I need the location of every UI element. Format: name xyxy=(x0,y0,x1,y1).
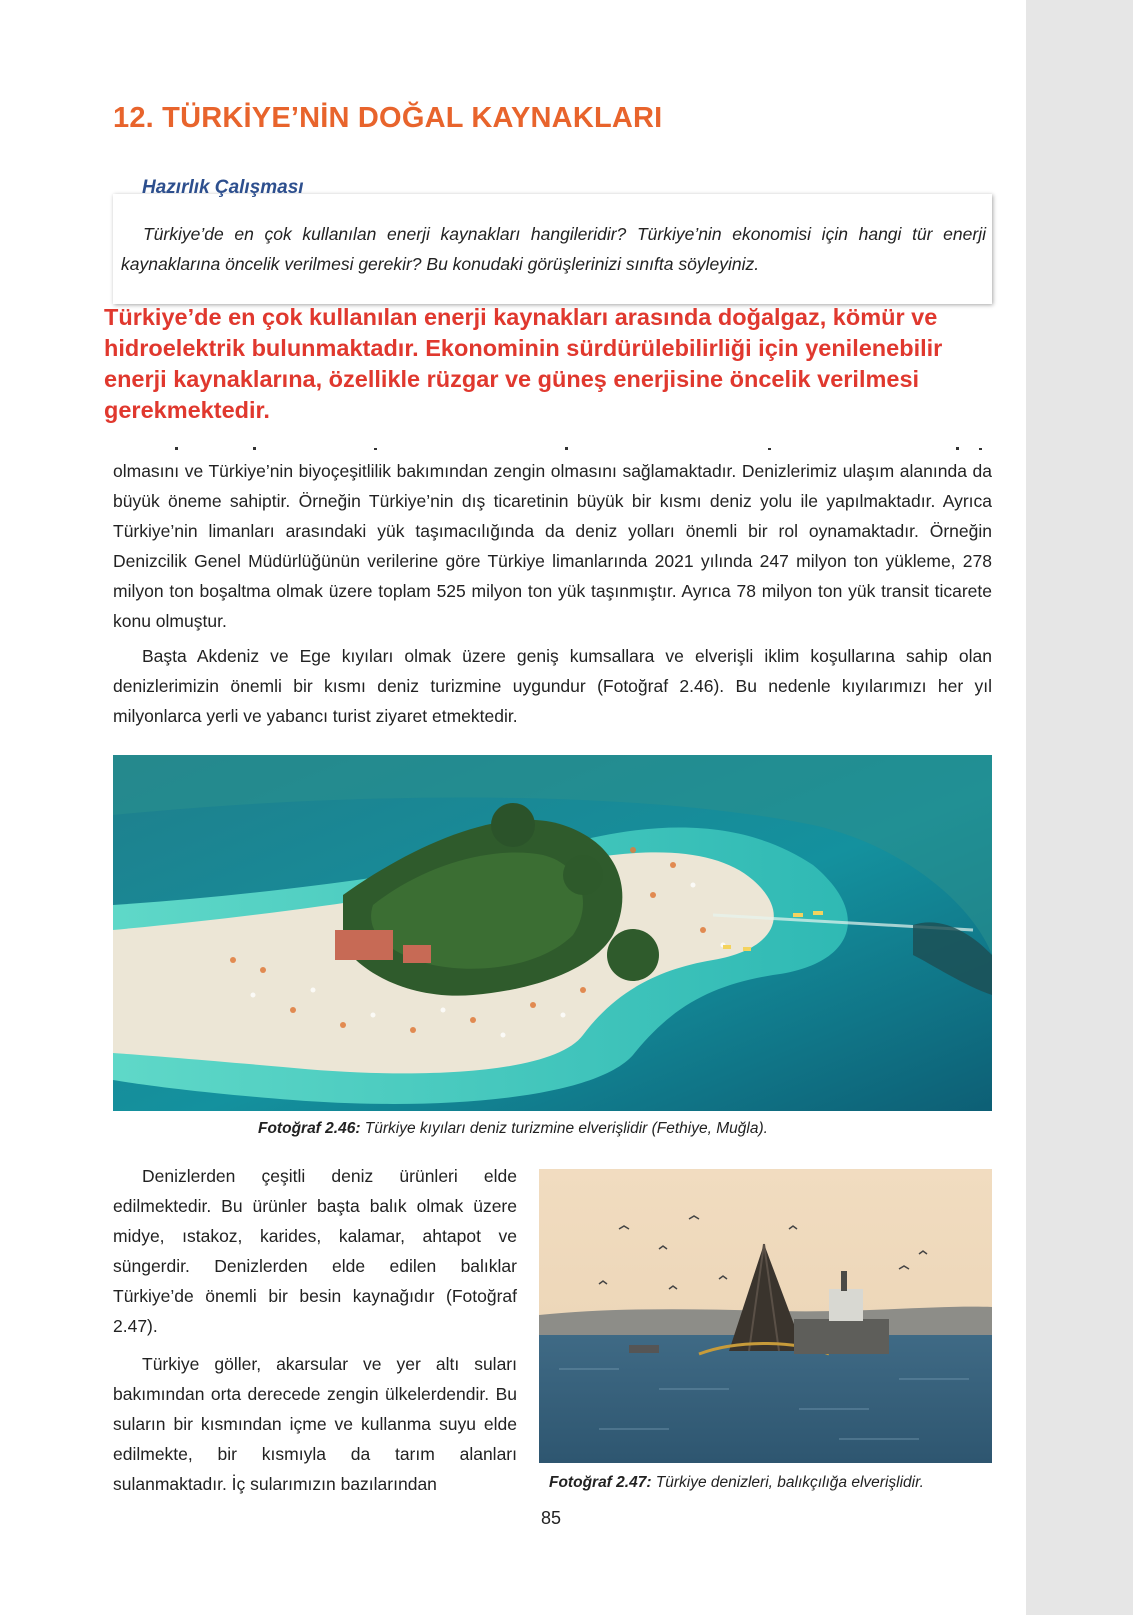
caption-text: Türkiye denizleri, balıkçılığa elverişlidir. xyxy=(655,1474,924,1491)
preparation-question: Türkiye’de en çok kullanılan enerji kaynakları hangileridir? Türkiye’nin ekonomisi için hangi tür enerji kaynaklarına öncelik verilmesi gerekir? Bu konudaki görüşlerinizi sınıfta söyleyiniz. xyxy=(121,224,986,274)
body-paragraph-4: Türkiye göller, akarsular ve yer altı suları bakımından orta derecede zengin ülkelerdendir. Bu suların bir kısmından içme ve kullanma suyu elde edilmekte, bir kısmıyla da tarım alanları sulanmaktadır. İç sularımızın bazılarından xyxy=(113,1354,517,1494)
caption-label: Fotoğraf 2.47: xyxy=(549,1474,652,1491)
preparation-box xyxy=(113,194,992,304)
page-margin-strip xyxy=(1026,0,1133,1615)
beach-aerial-photo xyxy=(113,755,992,1111)
answer-overlay-text: Türkiye’de en çok kullanılan enerji kaynakları arasında doğalgaz, kömür ve hidroelektrik bulunmaktadır. Ekonominin sürdürülebilirliği için yenilenebilir enerji kaynaklarına, özellikle rüzgar ve güneş enerjisine öncelik verilmesi gerekmektedir. xyxy=(104,304,943,423)
preparation-heading: Hazırlık Çalışması xyxy=(142,177,304,198)
photo-caption-2-47 xyxy=(549,1474,924,1492)
chapter-title: 12. TÜRKİYE’NİN DOĞAL KAYNAKLARI xyxy=(113,102,663,134)
clipped-text-line xyxy=(113,436,992,450)
fishing-boat-photo xyxy=(539,1169,992,1463)
caption-label: Fotoğraf 2.46: xyxy=(258,1120,361,1137)
body-paragraph-2: Başta Akdeniz ve Ege kıyıları olmak üzere geniş kumsallara ve elverişli iklim koşullarına sahip olan denizlerimizin önemli bir kısmı deniz turizmine uygundur (Fotoğraf 2.46). Bu nedenle kıyılarımızı her yıl milyonlarca yerli ve yabancı turist ziyaret etmektedir. xyxy=(113,646,992,726)
caption-text: Türkiye kıyıları deniz turizmine elverişlidir (Fethiye, Muğla). xyxy=(364,1120,768,1137)
body-paragraph-1: olmasını ve Türkiye’nin biyoçeşitlilik bakımından zengin olmasını sağlamaktadır. Denizlerimiz ulaşım alanında da büyük öneme sahiptir. Örneğin Türkiye’nin dış ticaretinin büyük bir kısmı deniz yolu ile yapılmaktadır. Ayrıca Türkiye’nin limanları arasındaki yük taşımacılığında da deniz yolları önemli bir rol oynamaktadır. Örneğin Denizcilik Genel Müdürlüğünün verilerine göre Türkiye limanlarında 2021 yılında 247 milyon ton yükleme, 278 milyon ton boşaltma olmak üzere toplam 525 milyon ton yük taşınmıştır. Ayrıca 78 milyon ton yük transit ticarete konu olmuştur. xyxy=(113,461,992,631)
photo-caption-2-46 xyxy=(258,1120,768,1138)
page-number: 85 xyxy=(541,1508,562,1528)
body-paragraph-3: Denizlerden çeşitli deniz ürünleri elde edilmektedir. Bu ürünler başta balık olmak üzere midye, ıstakoz, karides, kalamar, ahtapot ve süngerdir. Denizlerden elde edilen balıklar Türkiye’de önemli bir besin kaynağıdır (Fotoğraf 2.47). xyxy=(113,1166,517,1336)
